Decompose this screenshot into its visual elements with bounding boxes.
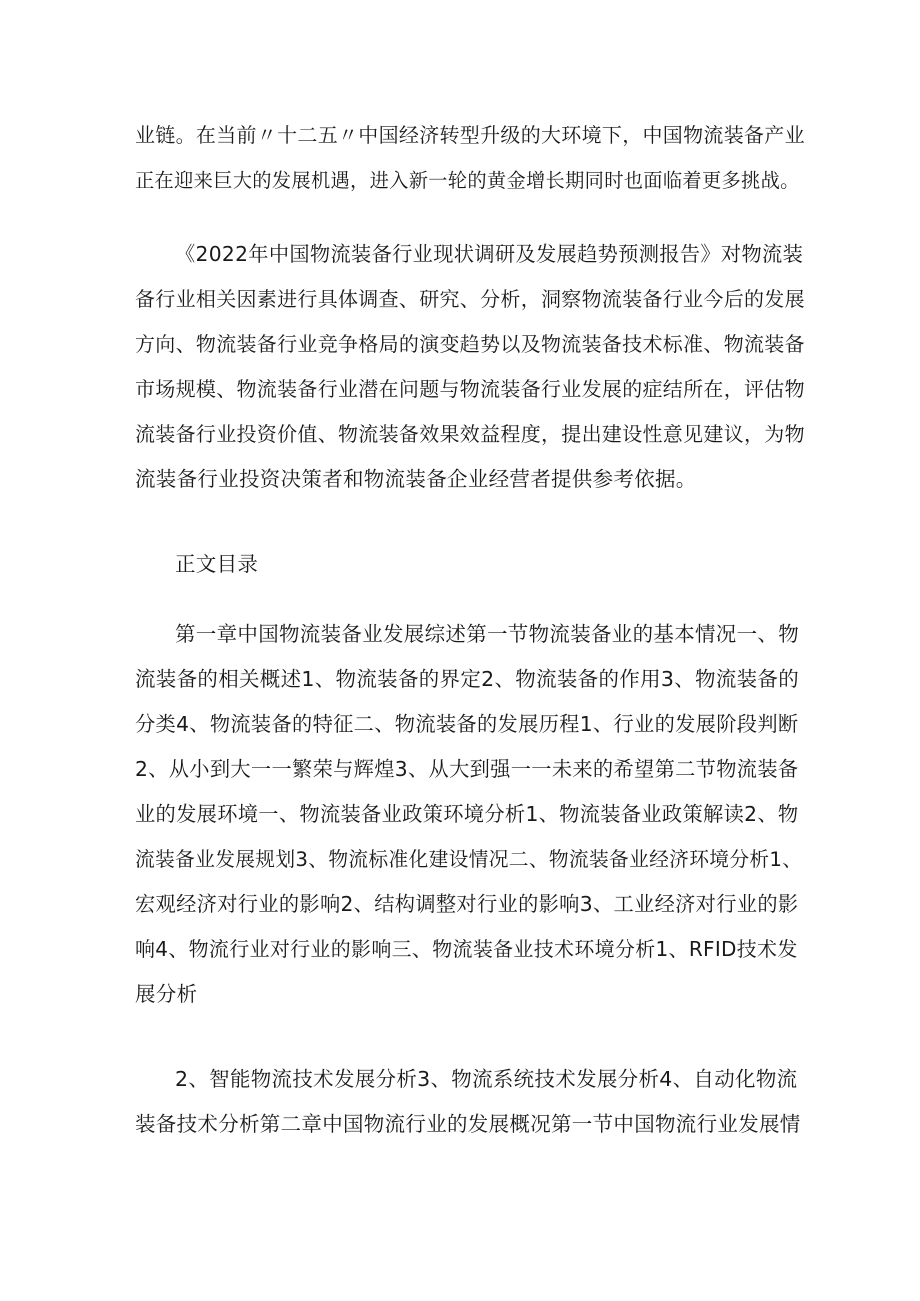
text-line: 市场规模、物流装备行业潜在问题与物流装备行业发展的症结所在，评估物: [135, 377, 805, 401]
text-line: 方向、物流装备行业竞争格局的演变趋势以及物流装备技术标准、物流装备: [135, 332, 805, 356]
text-line: 展分析: [135, 982, 198, 1006]
paragraph-report-summary: [135, 232, 805, 502]
text-line: 业的发展环境一、物流装备业政策环境分析1、物流装备业政策解读2、物: [135, 802, 799, 826]
text-line: 第一章中国物流装备业发展综述第一节物流装备业的基本情况一、物: [175, 622, 799, 646]
text-line: 业链。在当前〃十二五〃中国经济转型升级的大环境下，中国物流装备产业: [135, 123, 805, 147]
text-line: 分类4、物流装备的特征二、物流装备的发展历程1、行业的发展阶段判断: [135, 712, 799, 736]
text-line: 2、从小到大一一繁荣与辉煌3、从大到强一一未来的希望第二节物流装备: [135, 757, 799, 781]
text-line: 流装备业发展规划3、物流标准化建设情况二、物流装备业经济环境分析1、: [135, 848, 803, 871]
text-line: 响4、物流行业对行业的影响三、物流装备业技术环境分析1、RFID技术发: [135, 937, 798, 961]
text-line: 装备技术分析第二章中国物流行业的发展概况第一节中国物流行业发展情: [135, 1112, 801, 1136]
paragraph-intro-continued: [135, 113, 805, 203]
text-line: 流装备的相关概述1、物流装备的界定2、物流装备的作用3、物流装备的: [135, 667, 800, 691]
paragraph-toc-chapter-one: [135, 612, 805, 1017]
text-line: 备行业相关因素进行具体调查、研究、分析，洞察物流装备行业今后的发展: [135, 287, 805, 311]
paragraph-toc-continued: [135, 1057, 805, 1147]
text-line: 宏观经济对行业的影响2、结构调整对行业的影响3、工业经济对行业的影: [135, 892, 799, 916]
text-line: 《2022年中国物流装备行业现状调研及发展趋势预测报告》对物流装: [175, 242, 804, 266]
text-line: 正文目录: [175, 552, 259, 576]
text-line: 正在迎来巨大的发展机遇，进入新一轮的黄金增长期同时也面临着更多挑战。: [135, 169, 800, 192]
text-line: 2、智能物流技术发展分析3、物流系统技术发展分析4、自动化物流: [175, 1067, 798, 1091]
text-line: 流装备行业投资决策者和物流装备企业经营者提供参考依据。: [135, 467, 697, 491]
text-line: 流装备行业投资价值、物流装备效果效益程度，提出建设性意见建议，为物: [135, 422, 805, 446]
section-heading-toc: [135, 542, 805, 587]
